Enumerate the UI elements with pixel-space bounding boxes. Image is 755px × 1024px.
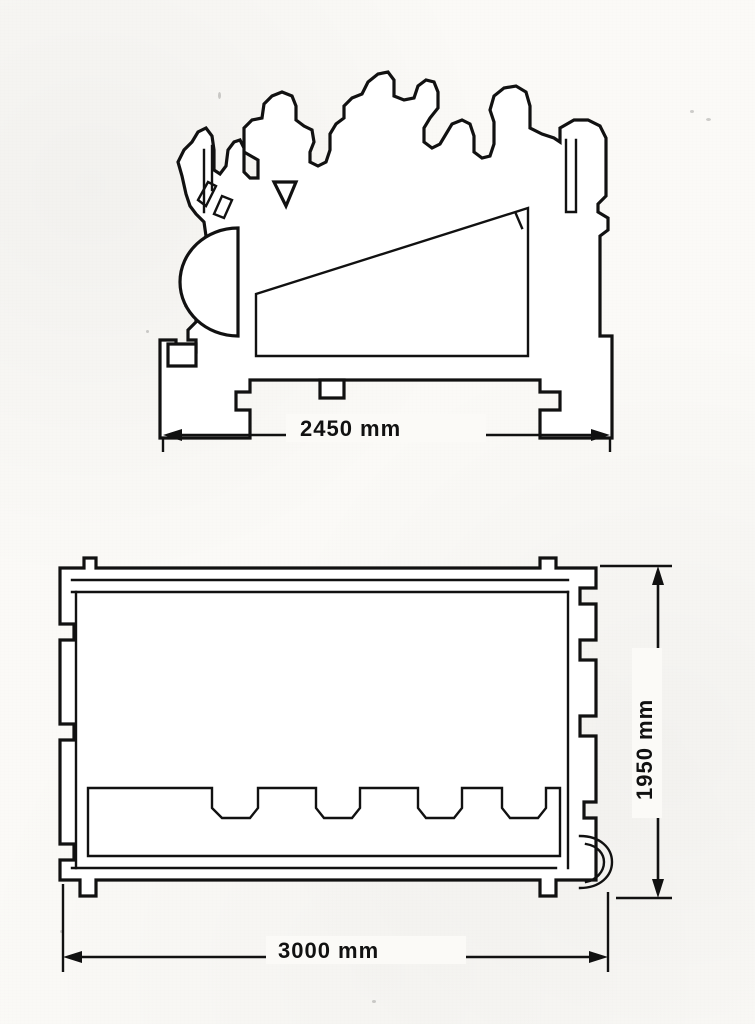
scan-speck (690, 110, 694, 113)
dim-3000-label: 3000 mm (278, 938, 380, 963)
scan-speck (60, 930, 63, 933)
scan-speck (372, 1000, 376, 1003)
side-elevation-view (160, 72, 612, 452)
scan-speck (706, 118, 711, 121)
crankcase-nose-outline (180, 228, 238, 336)
plan-view (60, 558, 672, 972)
dim-1950-label: 1950 mm (632, 698, 657, 800)
dim-2450-label: 2450 mm (300, 416, 402, 441)
dimension-3000 (63, 884, 608, 972)
dim-1950-arrow-top (652, 566, 664, 585)
center-mounting-stub (320, 380, 344, 398)
bedplate-outer-outline (60, 558, 596, 896)
scan-speck (146, 330, 149, 333)
left-foot-lug (168, 344, 196, 366)
dim-3000-arrow-right (589, 951, 608, 963)
dimension-1950 (600, 566, 672, 898)
dim-1950-arrow-bottom (652, 879, 664, 898)
dim-3000-arrow-left (63, 951, 82, 963)
scan-speck (218, 92, 221, 99)
